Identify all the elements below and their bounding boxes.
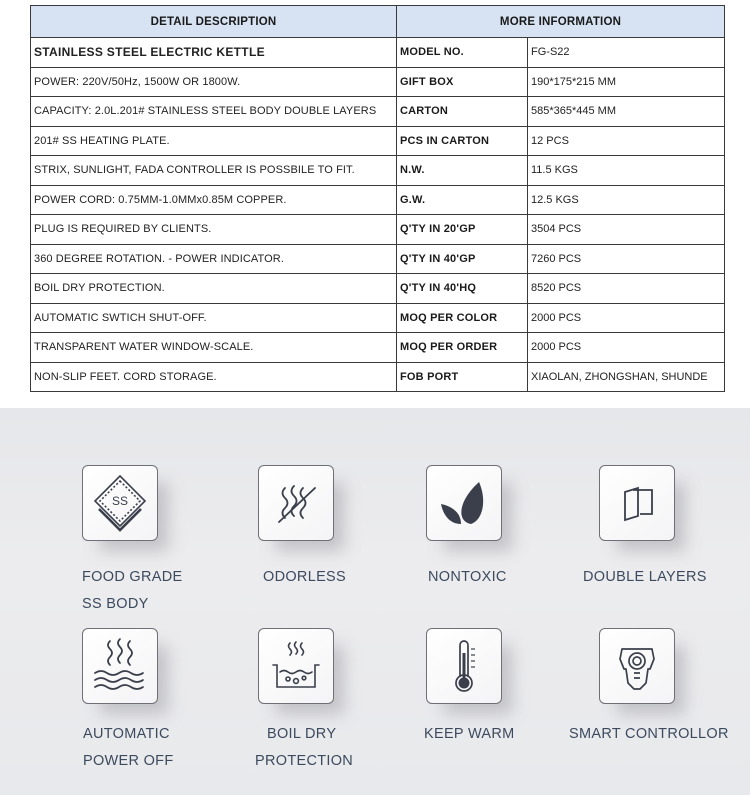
key-cell: CARTON bbox=[397, 97, 528, 127]
key-cell: MOQ PER ORDER bbox=[397, 333, 528, 363]
value-cell: 7260 PCS bbox=[528, 244, 725, 274]
value-cell: 3504 PCS bbox=[528, 215, 725, 245]
key-cell: G.W. bbox=[397, 185, 528, 215]
table-row bbox=[31, 362, 725, 392]
header-more-information: MORE INFORMATION bbox=[397, 6, 725, 38]
spec-table bbox=[30, 5, 725, 392]
value-cell: XIAOLAN, ZHONGSHAN, SHUNDE bbox=[528, 362, 725, 392]
steam-waves-icon bbox=[82, 628, 158, 704]
double-layers-icon bbox=[599, 465, 675, 541]
value-cell: 2000 PCS bbox=[528, 303, 725, 333]
key-cell: Q'TY IN 20'GP bbox=[397, 215, 528, 245]
key-cell: N.W. bbox=[397, 156, 528, 186]
desc-cell: NON-SLIP FEET. CORD STORAGE. bbox=[31, 362, 397, 392]
svg-text:SS: SS bbox=[111, 494, 129, 508]
ss-badge-icon bbox=[82, 465, 158, 541]
desc-cell: 201# SS HEATING PLATE. bbox=[31, 126, 397, 156]
value-cell: 585*365*445 MM bbox=[528, 97, 725, 127]
value-cell: 8520 PCS bbox=[528, 274, 725, 304]
key-cell: MOQ PER COLOR bbox=[397, 303, 528, 333]
desc-cell: AUTOMATIC SWTICH SHUT-OFF. bbox=[31, 303, 397, 333]
feature-label-line1: AUTOMATIC bbox=[83, 726, 170, 742]
key-cell: GIFT BOX bbox=[397, 67, 528, 97]
table-row bbox=[31, 303, 725, 333]
desc-cell: 360 DEGREE ROTATION. - POWER INDICATOR. bbox=[31, 244, 397, 274]
feature-label-line2: SS BODY bbox=[82, 596, 149, 612]
key-cell: FOB PORT bbox=[397, 362, 528, 392]
value-cell: 2000 PCS bbox=[528, 333, 725, 363]
feature-label-line2: POWER OFF bbox=[83, 753, 174, 769]
value-cell: 12.5 KGS bbox=[528, 185, 725, 215]
key-cell: MODEL NO. bbox=[397, 38, 528, 68]
table-row bbox=[31, 274, 725, 304]
value-cell: 190*175*215 MM bbox=[528, 67, 725, 97]
desc-cell: BOIL DRY PROTECTION. bbox=[31, 274, 397, 304]
table-row bbox=[31, 185, 725, 215]
table-row bbox=[31, 333, 725, 363]
desc-cell: POWER: 220V/50Hz, 1500W OR 1800W. bbox=[31, 67, 397, 97]
thermometer-icon bbox=[426, 628, 502, 704]
value-cell: 12 PCS bbox=[528, 126, 725, 156]
table-header-row bbox=[31, 6, 725, 38]
desc-cell: STAINLESS STEEL ELECTRIC KETTLE bbox=[31, 38, 397, 68]
leaf-icon bbox=[426, 465, 502, 541]
odorless-icon bbox=[258, 465, 334, 541]
desc-cell: PLUG IS REQUIRED BY CLIENTS. bbox=[31, 215, 397, 245]
desc-cell: TRANSPARENT WATER WINDOW-SCALE. bbox=[31, 333, 397, 363]
controller-icon bbox=[599, 628, 675, 704]
desc-cell: STRIX, SUNLIGHT, FADA CONTROLLER IS POSSBILE TO FIT. bbox=[31, 156, 397, 186]
table-row bbox=[31, 126, 725, 156]
table-row bbox=[31, 67, 725, 97]
feature-label-line1: KEEP WARM bbox=[424, 726, 515, 742]
table-row bbox=[31, 215, 725, 245]
feature-label-line1: ODORLESS bbox=[263, 569, 346, 585]
boiling-pot-icon bbox=[258, 628, 334, 704]
value-cell: FG-S22 bbox=[528, 38, 725, 68]
desc-cell: POWER CORD: 0.75MM-1.0MMx0.85M COPPER. bbox=[31, 185, 397, 215]
feature-label-line1: BOIL DRY bbox=[267, 726, 337, 742]
feature-label-line1: DOUBLE LAYERS bbox=[583, 569, 707, 585]
table-row bbox=[31, 244, 725, 274]
feature-label-line1: FOOD GRADE bbox=[82, 569, 183, 585]
desc-cell: CAPACITY: 2.0L.201# STAINLESS STEEL BODY DOUBLE LAYERS bbox=[31, 97, 397, 127]
table-row bbox=[31, 97, 725, 127]
features-panel bbox=[0, 408, 750, 795]
value-cell: 11.5 KGS bbox=[528, 156, 725, 186]
key-cell: PCS IN CARTON bbox=[397, 126, 528, 156]
table-row bbox=[31, 38, 725, 68]
header-detail-description: DETAIL DESCRIPTION bbox=[31, 6, 397, 38]
feature-label-line2: PROTECTION bbox=[255, 753, 354, 769]
feature-label-line1: SMART CONTROLLOR bbox=[569, 726, 729, 742]
feature-label-line1: NONTOXIC bbox=[428, 569, 507, 585]
key-cell: Q'TY IN 40'HQ bbox=[397, 274, 528, 304]
key-cell: Q'TY IN 40'GP bbox=[397, 244, 528, 274]
table-row bbox=[31, 156, 725, 186]
